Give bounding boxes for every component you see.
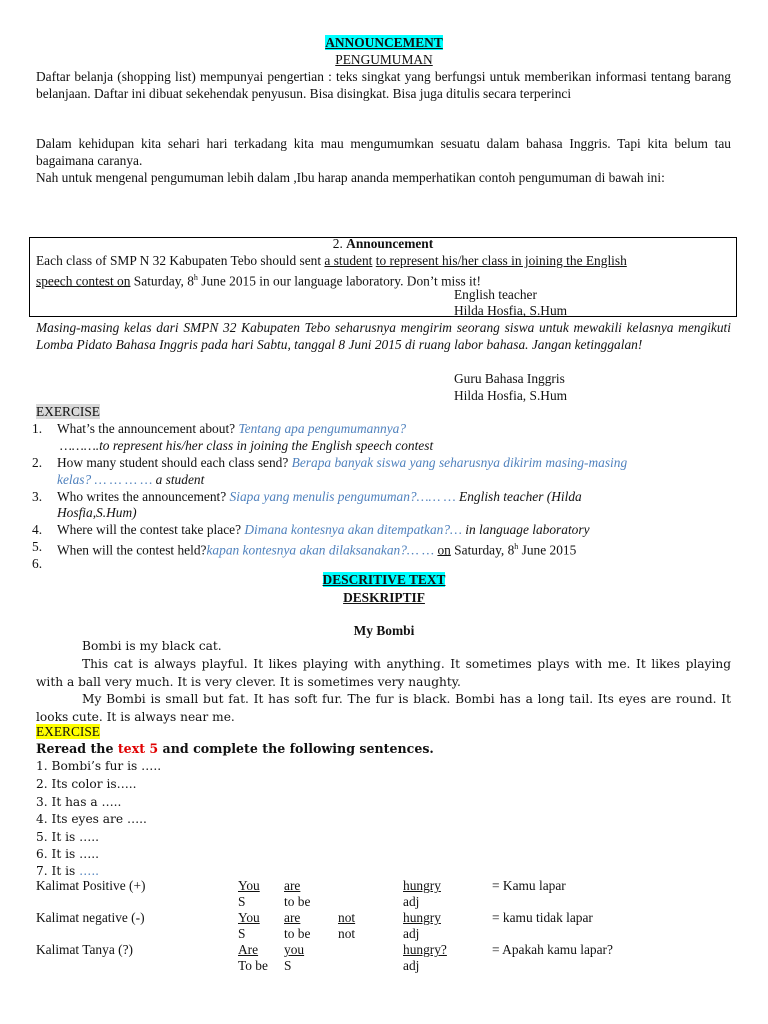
box-number: 2.	[332, 236, 343, 251]
grammar-cell: adj	[403, 894, 420, 909]
box-title-text: Announcement	[346, 236, 434, 251]
q3-text: Who writes the announcement?	[57, 489, 230, 504]
grammar-cell: are	[284, 878, 301, 893]
story-paragraph-1: Bombi is my black cat.	[82, 639, 222, 653]
grammar-meaning: = kamu tidak lapar	[492, 910, 593, 925]
grammar-cell: S	[284, 958, 292, 973]
list-item-7-text: 7. It is	[36, 864, 80, 878]
intro-paragraph-2: Dalam kehidupan kita sehari hari terkadang kita mau mengumumkan sesuatu dalam bahasa Inggris. Tapi kita belum tau bagaimana caranya.	[36, 136, 731, 168]
box-line-1-text: Each class of SMP N 32 Kabupaten Tebo should sent	[36, 253, 325, 268]
descriptive-subheading: DESKRIPTIF	[343, 590, 425, 605]
grammar-cell: adj	[403, 958, 420, 973]
box-line-1-underline-1: a student	[324, 253, 373, 268]
grammar-meaning: = Kamu lapar	[492, 878, 566, 893]
story-title: My Bombi	[353, 623, 415, 638]
grammar-cell: You	[238, 878, 260, 893]
q2-translation-2: kelas? … … … …	[57, 472, 156, 487]
box-line-1-underline-2: to represent his/her class in joining the English	[375, 253, 627, 268]
q1-answer-line	[60, 438, 433, 455]
q5-line	[57, 539, 576, 559]
q2-answer: a student	[155, 472, 205, 487]
list-item: 4. Its eyes are …..	[36, 812, 147, 826]
exercise-2-label	[36, 724, 100, 741]
instruction-part-a: Reread the	[36, 741, 118, 756]
intro-paragraph-3: Nah untuk mengenal pengumuman lebih dalam ,Ibu harap ananda memperhatikan contoh pengumuman di bawah ini:	[36, 170, 665, 185]
q2-translation: Berapa banyak siswa yang seharusnya dikirim masing-masing	[291, 455, 628, 470]
exercise-2-instruction	[36, 740, 434, 758]
q5-translation: kapan kontesnya akan dilaksanakan?… …	[206, 542, 438, 558]
q4-line	[57, 522, 590, 539]
grammar-meaning: = Apakah kamu lapar?	[492, 942, 613, 957]
grammar-cell: S	[238, 894, 246, 909]
grammar-cell: adj	[403, 926, 420, 941]
grammar-label: Kalimat Positive (+)	[36, 878, 146, 893]
grammar-cell: hungry	[403, 878, 441, 893]
box-line-2-text: Saturday, 8	[130, 273, 194, 289]
q3-number: 3.	[32, 489, 43, 504]
box-sign-name: Hilda Hosfia, S.Hum	[454, 303, 568, 318]
instruction-highlight: text 5	[117, 741, 159, 756]
box-line-2	[36, 270, 481, 290]
grammar-label: Kalimat Tanya (?)	[36, 942, 133, 957]
story-paragraph-3: My Bombi is small but fat. It has soft fur. The fur is black. Bombi has a long tail. Its eyes are round. It looks cute. It is always near me.	[36, 692, 731, 724]
list-item: 2. Its color is…..	[36, 777, 137, 791]
q3-line	[57, 489, 582, 506]
grammar-cell: hungry?	[403, 942, 447, 957]
q3-answer-2: Hosfia,S.Hum)	[57, 505, 137, 520]
descriptive-heading	[0, 572, 768, 589]
exercise-1-label-text: EXERCISE	[36, 404, 100, 419]
grammar-cell: S	[238, 926, 246, 941]
box-sign-role: English teacher	[454, 287, 537, 302]
q5-text: When will the contest held?	[57, 542, 207, 558]
q2-line	[57, 455, 627, 472]
descriptive-heading-text: DESCRITIVE TEXT	[322, 572, 446, 587]
box-line-2-sup: h	[193, 273, 198, 282]
q6-number: 6.	[32, 556, 43, 571]
q1-text: What’s the announcement about?	[57, 421, 239, 436]
q3-answer: English teacher (Hilda	[459, 489, 582, 504]
box-title	[29, 236, 737, 253]
exercise-2-label-text: EXERCISE	[36, 724, 100, 739]
q4-translation: Dimana kontesnya akan ditempatkan?…	[244, 522, 466, 537]
q5-answer-underline: on	[437, 542, 451, 558]
q5-number: 5.	[32, 539, 43, 554]
list-item: 3. It has a …..	[36, 795, 122, 809]
list-item: 5. It is …..	[36, 830, 100, 844]
grammar-cell: you	[284, 942, 305, 957]
announcement-heading	[0, 35, 768, 52]
grammar-label: Kalimat negative (-)	[36, 910, 145, 925]
translation-sign-role: Guru Bahasa Inggris	[454, 371, 565, 386]
translation-paragraph: Masing-masing kelas dari SMPN 32 Kabupaten Tebo seharusnya mengirim seorang siswa untuk mewakili kelasnya mengikuti Lomba Pidato Bahasa Inggris pada hari Sabtu, tanggal 8 Juni 2015 di ruang labor bahasa. Jangan ketinggalan!	[36, 320, 731, 352]
grammar-cell: You	[238, 910, 260, 925]
q2-line-2	[57, 472, 204, 489]
list-item: 6. It is …..	[36, 847, 100, 861]
q1-translation: Tentang apa pengumumannya?	[238, 421, 407, 436]
q1-number: 1.	[32, 421, 43, 436]
grammar-cell: to be	[284, 894, 311, 909]
q5-answer: Saturday, 8	[450, 542, 515, 558]
q5-answer-sup: h	[514, 542, 519, 551]
q1-answer: to represent his/her class in joining the English speech contest	[99, 438, 434, 453]
grammar-cell: are	[284, 910, 301, 925]
instruction-part-b: and complete the following sentences.	[158, 741, 434, 756]
grammar-cell: to be	[284, 926, 311, 941]
q4-text: Where will the contest take place?	[57, 522, 245, 537]
grammar-cell: not	[338, 910, 356, 925]
grammar-cell: not	[338, 926, 356, 941]
q4-number: 4.	[32, 522, 43, 537]
q1-answer-dots: ……….	[60, 438, 100, 453]
q4-answer: in language laboratory	[465, 522, 590, 537]
q1-line	[57, 421, 406, 438]
box-line-2-text-b: June 2015 in our language laboratory. Don’t miss it!	[197, 273, 481, 289]
announcement-subheading: PENGUMUMAN	[335, 52, 433, 67]
q2-text: How many student should each class send?	[57, 455, 292, 470]
translation-sign-name: Hilda Hosfia, S.Hum	[454, 388, 568, 403]
box-line-2-underline: speech contest on	[36, 273, 131, 289]
q2-number: 2.	[32, 455, 43, 470]
intro-paragraph-1: Daftar belanja (shopping list) mempunyai pengertian : teks singkat yang berfungsi untuk memberikan informasi tentang barang belanjaan. Daftar ini dibuat sekehendak penyusun. Bisa disingkat. Bisa juga ditulis secara terperinci	[36, 69, 731, 101]
grammar-cell: To be	[238, 958, 268, 973]
q3-translation: Siapa yang menulis pengumuman?…… …	[229, 489, 460, 504]
list-item: 1. Bombi’s fur is …..	[36, 759, 162, 773]
announcement-heading-text: ANNOUNCEMENT	[325, 35, 443, 50]
q5-answer-2: June 2015	[518, 542, 577, 558]
list-item-7-dots: …..	[79, 864, 100, 878]
exercise-1-label	[36, 404, 100, 421]
box-line-1	[36, 253, 627, 270]
story-paragraph-2: This cat is always playful. It likes playing with anything. It sometimes plays with me. It likes playing with a ball very much. It is very clever. It is sometimes very naughty.	[36, 657, 731, 689]
grammar-cell: Are	[238, 942, 259, 957]
grammar-cell: hungry	[403, 910, 441, 925]
